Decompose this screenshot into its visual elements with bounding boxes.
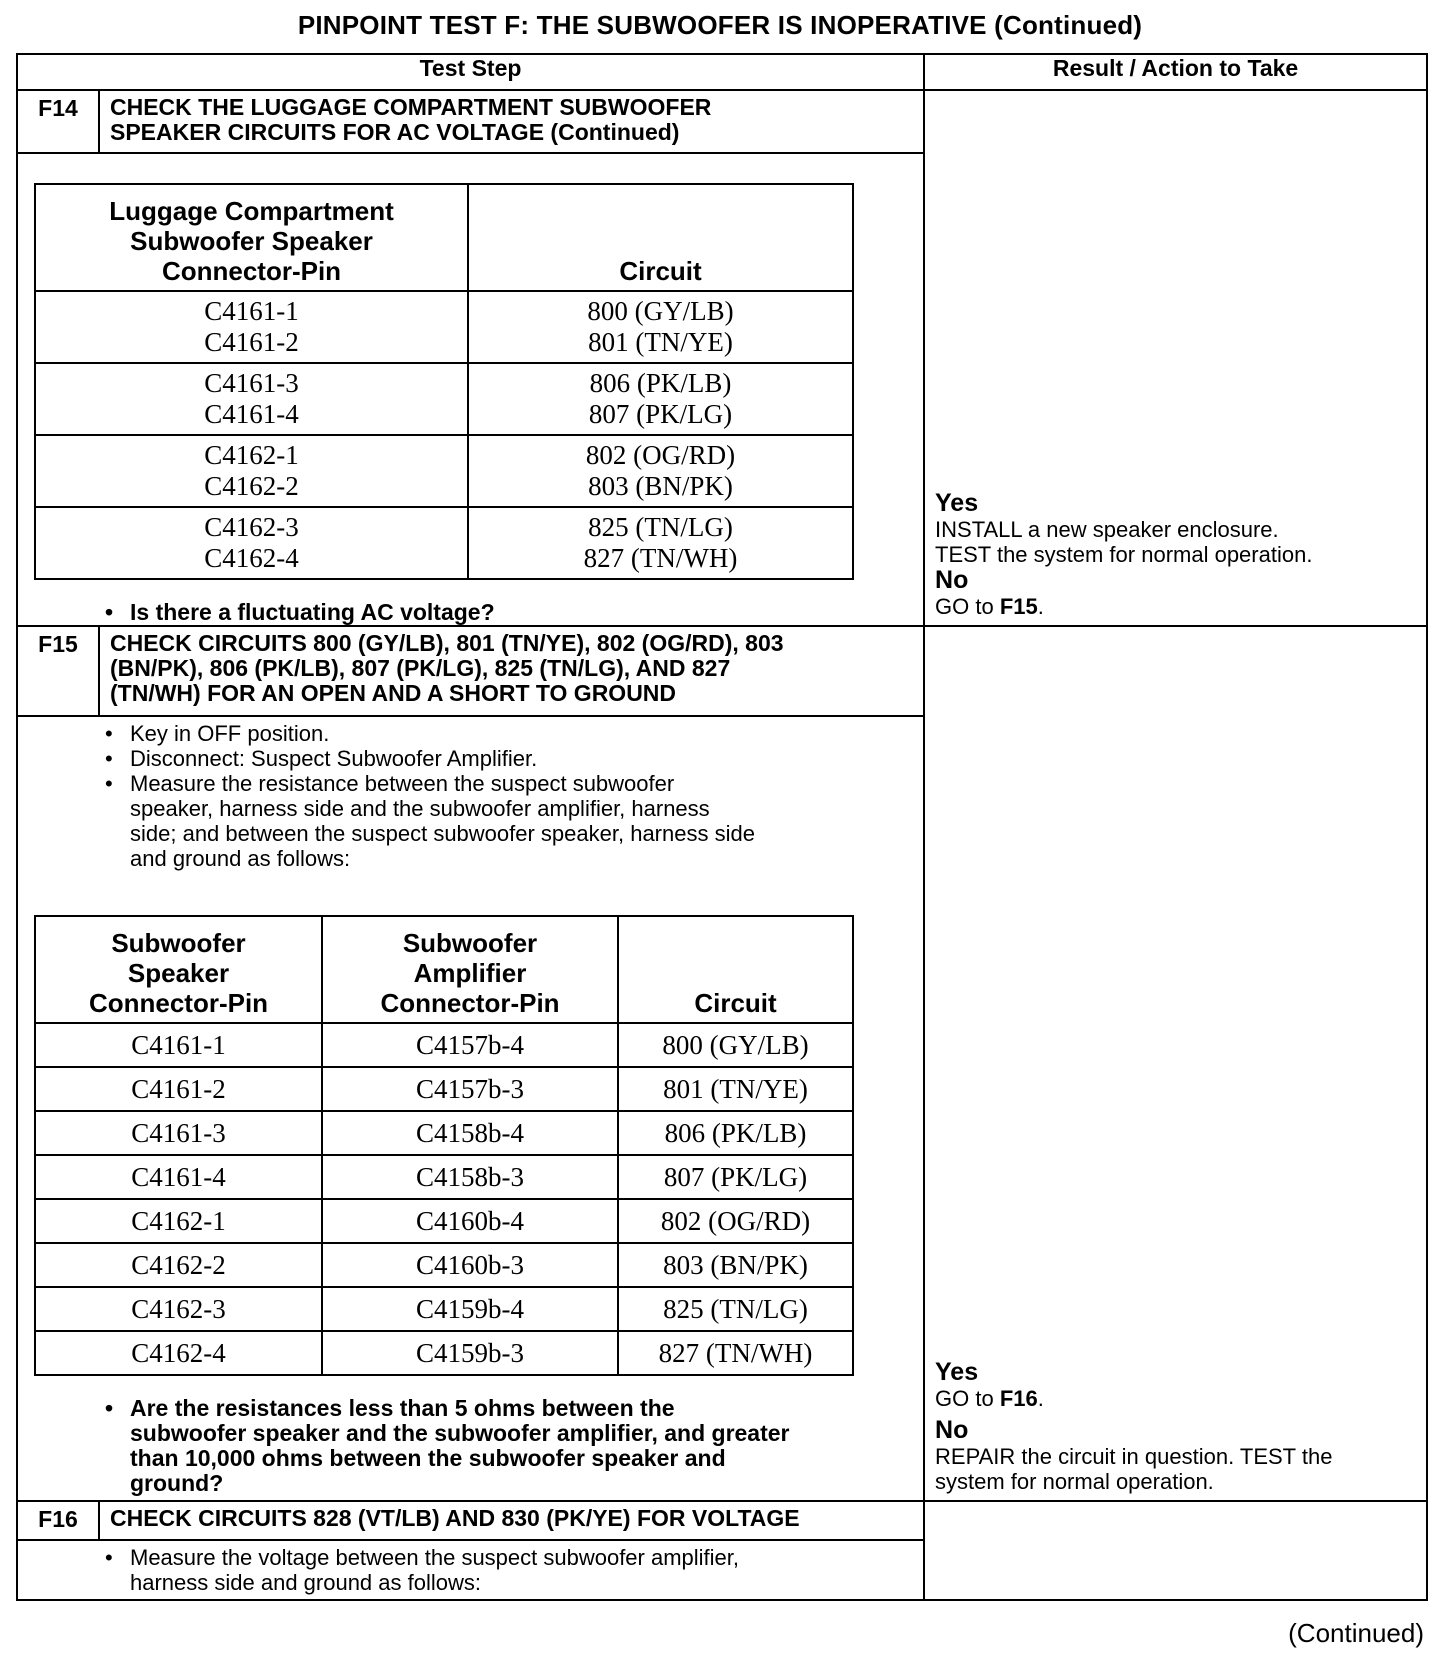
pinpoint-test-table: [16, 53, 1428, 1601]
speaker-pin-cell: C4161-4: [35, 1155, 322, 1199]
instruction-line: • Measure the voltage between the suspect subwoofer amplifier,: [130, 1545, 740, 1570]
instruction-line: speaker, harness side and the subwoofer amplifier, harness: [130, 796, 710, 821]
yes-action: [935, 1386, 1416, 1411]
table-row: [35, 291, 853, 363]
yes-action-line: INSTALL a new speaker enclosure.: [935, 517, 1279, 542]
header-line: Amplifier: [413, 958, 527, 988]
table-row: [35, 1067, 853, 1111]
table-header-row: [35, 916, 853, 1023]
table-header-row: [17, 54, 1427, 90]
step-title-line: (BN/PK), 806 (PK/LB), 807 (PK/LG), 825 (TN/LG), AND 827: [110, 655, 731, 681]
circuit-cell: 806 (PK/LB): [618, 1111, 853, 1155]
table-header-row: [35, 184, 853, 291]
step-title-line: CHECK THE LUGGAGE COMPARTMENT SUBWOOFER: [110, 94, 712, 120]
circuit-value: 806 (PK/LB): [589, 368, 732, 398]
no-action-prefix: GO to: [935, 594, 1000, 619]
instruction-line: • Measure the resistance between the suspect subwoofer: [130, 771, 675, 796]
yes-action-line: TEST the system for normal operation.: [935, 542, 1313, 567]
amplifier-pin-cell: C4157b-3: [322, 1067, 618, 1111]
connector-pin: C4161-2: [204, 327, 299, 357]
circuit-value: 807 (PK/LG): [588, 399, 733, 429]
amplifier-pin-cell: C4157b-4: [322, 1023, 618, 1067]
table-row: [35, 1243, 853, 1287]
amplifier-pin-cell: C4158b-3: [322, 1155, 618, 1199]
circuit-value: 825 (TN/LG): [588, 512, 733, 542]
speaker-pin-cell: C4162-2: [35, 1243, 322, 1287]
column-header-amplifier-pin: [322, 916, 618, 1023]
table-row: [35, 507, 853, 579]
question-list: [18, 600, 907, 625]
circuit-cell: [468, 291, 853, 363]
amplifier-pin-cell: C4158b-4: [322, 1111, 618, 1155]
column-header-speaker-pin: [35, 916, 322, 1023]
circuit-cell: [468, 435, 853, 507]
header-line: Subwoofer: [402, 928, 538, 958]
table-row: [35, 1111, 853, 1155]
goto-step-link: F15: [999, 594, 1038, 619]
connector-pin-cell: [35, 435, 468, 507]
amplifier-pin-cell: C4159b-4: [322, 1287, 618, 1331]
no-action: [935, 594, 1416, 619]
amplifier-pin-cell: C4160b-3: [322, 1243, 618, 1287]
yes-action-suffix: .: [1037, 1386, 1044, 1411]
yes-action-prefix: GO to: [935, 1386, 1000, 1411]
header-line: Connector-Pin: [161, 256, 342, 286]
step-f15-title-row: [17, 626, 1427, 716]
table-row: [35, 1023, 853, 1067]
no-action-line: REPAIR the circuit in question. TEST the: [935, 1444, 1333, 1469]
step-body-f14: [17, 153, 924, 626]
no-action-suffix: .: [1037, 594, 1044, 619]
connector-pin: C4161-4: [204, 399, 299, 429]
instruction-list: [18, 1545, 907, 1595]
table-row: [35, 363, 853, 435]
yes-label: Yes: [935, 489, 979, 517]
header-line: Connector-Pin: [88, 988, 269, 1018]
result-f15: [924, 626, 1427, 1501]
page-title: PINPOINT TEST F: THE SUBWOOFER IS INOPERATIVE (Continued): [297, 10, 1143, 40]
instruction-line: harness side and ground as follows:: [130, 1570, 481, 1595]
speaker-pin-cell: C4162-4: [35, 1331, 322, 1375]
instruction-item: • Key in OFF position.: [18, 721, 907, 746]
step-number-f15: F15: [17, 626, 99, 716]
circuit-cell: 803 (BN/PK): [618, 1243, 853, 1287]
header-line: Subwoofer Speaker: [130, 226, 373, 256]
speaker-pin-cell: C4162-1: [35, 1199, 322, 1243]
step-number-f14: F14: [17, 90, 99, 153]
connector-pin: C4162-3: [204, 512, 299, 542]
connector-pin: C4161-1: [204, 296, 299, 326]
column-header-circuit: Circuit: [618, 916, 853, 1023]
circuit-value: 801 (TN/YE): [588, 327, 733, 357]
circuit-value: 827 (TN/WH): [583, 543, 738, 573]
circuit-value: 802 (OG/RD): [585, 440, 736, 470]
instruction-line: side; and between the suspect subwoofer speaker, harness side: [130, 821, 755, 846]
circuit-cell: [468, 363, 853, 435]
header-line: Luggage Compartment: [109, 196, 394, 226]
step-title-line: (TN/WH) FOR AN OPEN AND A SHORT TO GROUND: [110, 680, 677, 706]
header-line: Speaker: [127, 958, 230, 988]
amplifier-pin-cell: C4159b-3: [322, 1331, 618, 1375]
circuit-cell: [468, 507, 853, 579]
table-row: [35, 435, 853, 507]
table-row: [35, 1287, 853, 1331]
step-f14-title-row: [17, 90, 1427, 153]
question-item: • Is there a fluctuating AC voltage?: [18, 600, 907, 625]
connector-pin: C4162-2: [204, 471, 299, 501]
continued-note: (Continued): [1288, 1618, 1424, 1648]
instruction-line: and ground as follows:: [130, 846, 351, 871]
speaker-pin-cell: C4161-2: [35, 1067, 322, 1111]
circuit-cell: 802 (OG/RD): [618, 1199, 853, 1243]
table-row: [35, 1199, 853, 1243]
goto-step-link: F16: [999, 1386, 1038, 1411]
result-f14: [924, 90, 1427, 626]
amplifier-pin-cell: C4160b-4: [322, 1199, 618, 1243]
no-action-line: system for normal operation.: [935, 1469, 1214, 1494]
step-title-f14: [99, 90, 924, 153]
circuit-cell: 800 (GY/LB): [618, 1023, 853, 1067]
circuit-cell: 801 (TN/YE): [618, 1067, 853, 1111]
connector-pin-cell: [35, 291, 468, 363]
instruction-item: [18, 771, 907, 871]
question-line: than 10,000 ohms between the subwoofer speaker and: [130, 1445, 726, 1471]
step-title-f16: CHECK CIRCUITS 828 (VT/LB) AND 830 (PK/YE) FOR VOLTAGE: [99, 1501, 924, 1540]
f14-connector-table: [34, 183, 854, 580]
step-body-f16: [17, 1540, 924, 1600]
table-row: [35, 1331, 853, 1375]
instruction-item: [18, 1545, 907, 1595]
instruction-item: • Disconnect: Suspect Subwoofer Amplifier.: [18, 746, 907, 771]
circuit-cell: 807 (PK/LG): [618, 1155, 853, 1199]
connector-pin: C4161-3: [204, 368, 299, 398]
question-line: • Are the resistances less than 5 ohms between the: [130, 1395, 675, 1421]
question-line: subwoofer speaker and the subwoofer amplifier, and greater: [130, 1420, 790, 1446]
column-header-circuit: Circuit: [468, 184, 853, 291]
no-label: No: [935, 1416, 969, 1444]
speaker-pin-cell: C4162-3: [35, 1287, 322, 1331]
no-label: No: [935, 566, 969, 594]
connector-pin-cell: [35, 363, 468, 435]
header-line: Connector-Pin: [380, 988, 560, 1018]
step-number-f16: F16: [17, 1501, 99, 1540]
circuit-value: 803 (BN/PK): [588, 471, 733, 501]
instruction-list: [18, 721, 907, 871]
step-title-line: CHECK CIRCUITS 800 (GY/LB), 801 (TN/YE), 802 (OG/RD), 803: [110, 630, 784, 656]
circuit-value: 800 (GY/LB): [587, 296, 734, 326]
question-item: [18, 1396, 907, 1496]
speaker-pin-cell: C4161-3: [35, 1111, 322, 1155]
step-f16-title-row: [17, 1501, 1427, 1540]
step-title-line: SPEAKER CIRCUITS FOR AC VOLTAGE (Continued): [110, 119, 680, 145]
f15-connector-table: [34, 915, 854, 1376]
circuit-cell: 827 (TN/WH): [618, 1331, 853, 1375]
header-line: Subwoofer: [111, 928, 246, 958]
question-line: ground?: [130, 1470, 224, 1496]
question-list: [18, 1396, 907, 1496]
yes-label: Yes: [935, 1358, 979, 1386]
connector-pin-cell: [35, 507, 468, 579]
result-f16: [924, 1501, 1427, 1600]
connector-pin: C4162-1: [204, 440, 299, 470]
column-header-connector-pin: [35, 184, 468, 291]
step-title-f15: [99, 626, 924, 716]
column-header-result: Result / Action to Take: [924, 54, 1427, 90]
column-header-test-step: Test Step: [17, 54, 924, 90]
table-row: [35, 1155, 853, 1199]
step-body-f15: [17, 716, 924, 1501]
circuit-cell: 825 (TN/LG): [618, 1287, 853, 1331]
connector-pin: C4162-4: [204, 543, 299, 573]
speaker-pin-cell: C4161-1: [35, 1023, 322, 1067]
